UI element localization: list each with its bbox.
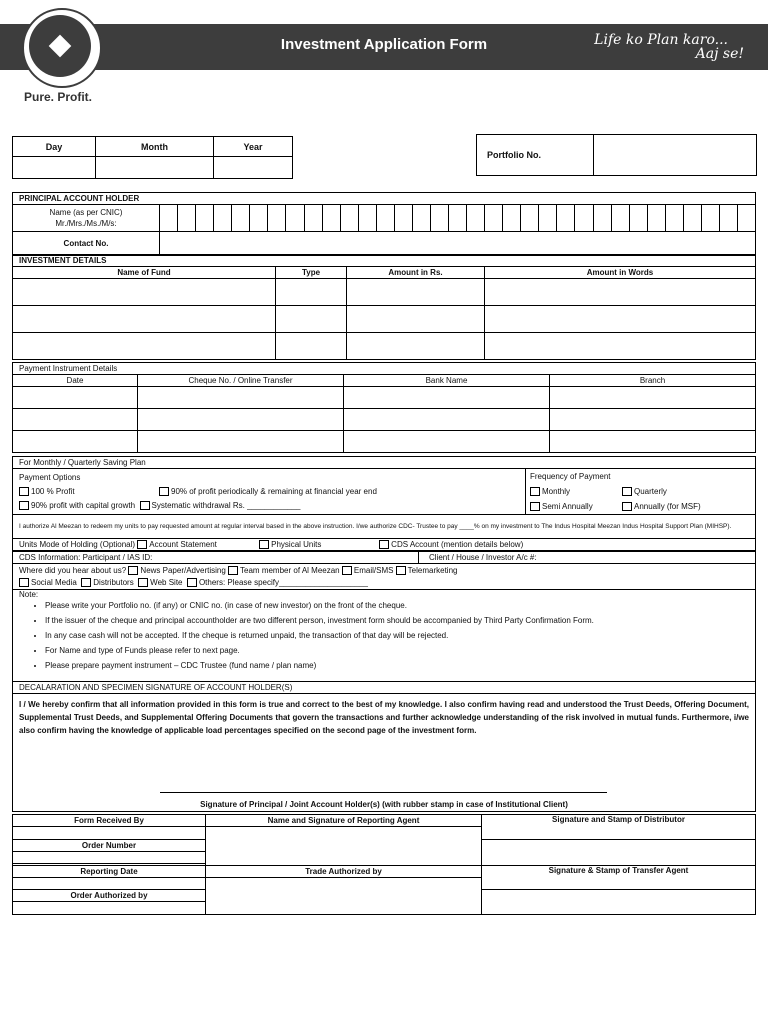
office-table <box>12 814 756 915</box>
telemarketing-checkbox[interactable] <box>396 566 406 575</box>
type-cell[interactable] <box>276 333 347 360</box>
trade-authorized-field[interactable] <box>206 878 482 915</box>
name-label: Name (as per CNIC) Mr./Mrs./Ms./M/s: <box>13 205 160 232</box>
note-item: • In any case cash will not be accepted. If the cheque is returned unpaid, the transaction of that day will be rejected. <box>45 631 753 640</box>
fund-cell[interactable] <box>13 279 276 306</box>
fund-cell[interactable] <box>13 333 276 360</box>
team-member-checkbox[interactable] <box>228 566 238 575</box>
name-char-box[interactable] <box>395 205 413 231</box>
opt-capital-growth-checkbox[interactable] <box>19 501 29 510</box>
distributors-checkbox[interactable] <box>81 578 91 587</box>
fund-cell[interactable] <box>13 306 276 333</box>
note-item: • If the issuer of the cheque and principal accountholder are two different person, investment form should be accompanied by Third Party Confirmation Form. <box>45 616 753 625</box>
day-label: Day <box>13 137 96 157</box>
payment-options: Payment Options 100 % Profit 90% of profit periodically & remaining at financial year end 90% profit with capital growth Systematic withdrawal Rs. ____________ <box>13 469 526 515</box>
order-number-label: Order Number <box>13 840 206 852</box>
year-label: Year <box>214 137 293 157</box>
bank-cell[interactable] <box>344 409 550 431</box>
transfer-agent-label: Signature & Stamp of Transfer Agent <box>482 866 756 890</box>
name-char-box[interactable] <box>575 205 593 231</box>
words-cell[interactable] <box>485 333 756 360</box>
amount-cell[interactable] <box>347 279 485 306</box>
branch-cell[interactable] <box>550 431 756 453</box>
units-mode-row: Units Mode of Holding (Optional) Account Statement Physical Units CDS Account (mention details below) <box>13 539 756 551</box>
name-char-box[interactable] <box>431 205 449 231</box>
name-char-box[interactable] <box>503 205 521 231</box>
freq-quarterly-checkbox[interactable] <box>622 487 632 496</box>
branch-cell[interactable] <box>550 409 756 431</box>
year-field[interactable] <box>214 157 293 179</box>
reporting-agent-label: Name and Signature of Reporting Agent <box>206 815 482 827</box>
opt-withdrawal-checkbox[interactable] <box>140 501 150 510</box>
name-char-box[interactable] <box>684 205 702 231</box>
others-checkbox[interactable] <box>187 578 197 587</box>
saving-plan-table <box>12 456 756 551</box>
physical-units-checkbox[interactable] <box>259 540 269 549</box>
date-table <box>12 136 293 179</box>
name-char-box[interactable] <box>178 205 196 231</box>
cds-client: Client / House / Investor A/c #: <box>419 552 756 564</box>
signature-label: Signature of Principal / Joint Account Holder(s) (with rubber stamp in case of Institutional Client) <box>200 800 568 809</box>
date-cell[interactable] <box>13 431 138 453</box>
name-char-box[interactable] <box>594 205 612 231</box>
cds-table <box>12 551 756 812</box>
name-char-box[interactable] <box>250 205 268 231</box>
freq-monthly-checkbox[interactable] <box>530 487 540 496</box>
note-item: • For Name and type of Funds please refer to next page. <box>45 646 753 655</box>
name-char-box[interactable] <box>449 205 467 231</box>
tagline-top: Life ko Plan karo... <box>594 32 728 48</box>
cheque-cell[interactable] <box>138 387 344 409</box>
day-field[interactable] <box>13 157 96 179</box>
type-cell[interactable] <box>276 279 347 306</box>
name-char-box[interactable] <box>738 205 755 231</box>
name-char-box[interactable] <box>467 205 485 231</box>
cheque-cell[interactable] <box>138 409 344 431</box>
payment-options-label: Payment Options <box>19 472 81 482</box>
signature-line[interactable] <box>160 792 607 793</box>
tagline-bottom: Aaj se! <box>695 46 744 62</box>
col-fund: Name of Fund <box>13 267 276 279</box>
portfolio-field[interactable] <box>594 135 757 176</box>
name-char-box[interactable] <box>557 205 575 231</box>
name-char-box[interactable] <box>323 205 341 231</box>
slogan: Pure. Profit. <box>24 90 93 104</box>
col-branch: Branch <box>550 375 756 387</box>
contact-label: Contact No. <box>13 232 160 256</box>
opt-100-profit-checkbox[interactable] <box>19 487 29 496</box>
name-char-box[interactable] <box>413 205 431 231</box>
investment-row <box>13 306 756 333</box>
words-cell[interactable] <box>485 306 756 333</box>
order-authorized-label: Order Authorized by <box>13 890 206 902</box>
col-bank: Bank Name <box>344 375 550 387</box>
portfolio-table <box>476 134 757 176</box>
hear-about-us: Where did you hear about us? News Paper/Advertising Team member of Al Meezan Email/SMS Telemarketing Social Media Distributors Web Site Others: Please specify____________________ <box>13 564 756 590</box>
social-media-checkbox[interactable] <box>19 578 29 587</box>
authorize-text: I authorize Al Meezan to redeem my units to pay requested amount at regular interval based in the above instruction. I/we authorize CDC- Trustee to pay ____% on my investment to The Indus Hospital Meezan Indus Hospital Support Plan (MIHSP). <box>13 515 756 539</box>
name-char-box[interactable] <box>702 205 720 231</box>
name-char-box[interactable] <box>268 205 286 231</box>
name-char-box[interactable] <box>630 205 648 231</box>
form-received-by-field[interactable] <box>13 827 206 840</box>
name-field[interactable] <box>160 205 756 232</box>
investment-table <box>12 254 756 360</box>
words-cell[interactable] <box>485 279 756 306</box>
name-char-box[interactable] <box>160 205 178 231</box>
col-amount-words: Amount in Words <box>485 267 756 279</box>
name-char-box[interactable] <box>359 205 377 231</box>
account-statement-checkbox[interactable] <box>137 540 147 549</box>
newspaper-checkbox[interactable] <box>128 566 138 575</box>
type-cell[interactable] <box>276 306 347 333</box>
order-number-field[interactable] <box>13 852 206 864</box>
contact-field[interactable] <box>160 232 756 256</box>
reporting-date-field[interactable] <box>13 878 206 890</box>
month-field[interactable] <box>96 157 214 179</box>
trade-authorized-label: Trade Authorized by <box>206 866 482 878</box>
freq-annually-checkbox[interactable] <box>622 502 632 511</box>
declaration-heading: DECALARATION AND SPECIMEN SIGNATURE OF ACCOUNT HOLDER(S) <box>13 682 756 694</box>
payment-row <box>13 431 756 453</box>
bank-cell[interactable] <box>344 431 550 453</box>
name-char-box[interactable] <box>539 205 557 231</box>
distributor-label: Signature and Stamp of Distributor <box>482 815 756 840</box>
col-date: Date <box>13 375 138 387</box>
name-char-box[interactable] <box>305 205 323 231</box>
name-char-box[interactable] <box>377 205 395 231</box>
col-type: Type <box>276 267 347 279</box>
frequency-of-payment: Frequency of Payment Monthly Quarterly Semi Annually Annually (for MSF) <box>526 469 756 515</box>
amount-cell[interactable] <box>347 333 485 360</box>
note-item: • Please write your Portfolio no. (if any) or CNIC no. (in case of new investor) on the front of the cheque. <box>45 601 753 610</box>
name-char-box[interactable] <box>648 205 666 231</box>
website-checkbox[interactable] <box>138 578 148 587</box>
date-cell[interactable] <box>13 387 138 409</box>
saving-plan-heading: For Monthly / Quarterly Saving Plan <box>13 457 756 469</box>
form-title: Investment Application Form <box>280 36 488 53</box>
month-label: Month <box>96 137 214 157</box>
col-amount-rs: Amount in Rs. <box>347 267 485 279</box>
name-char-box[interactable] <box>232 205 250 231</box>
investment-row <box>13 279 756 306</box>
col-cheque: Cheque No. / Online Transfer <box>138 375 344 387</box>
notes-section <box>13 590 756 682</box>
name-char-box[interactable] <box>214 205 232 231</box>
order-authorized-field[interactable] <box>13 902 206 915</box>
payment-heading: Payment Instrument Details <box>13 363 756 375</box>
transfer-agent-field[interactable] <box>482 890 756 915</box>
payment-row <box>13 387 756 409</box>
cds-account-checkbox[interactable] <box>379 540 389 549</box>
name-char-box[interactable] <box>521 205 539 231</box>
declaration-text: I / We hereby confirm that all information provided in this form is true and correct to the best of my knowledge. I also confirm having read and understood the Trust Deeds, Offering Document, Supplemental Trust Deeds, and Supplemental Offering Documents that govern the transactions and further acknowledge understanding of the risk involved in mutual funds. Furthermore, i/we also confirm having the knowledge of applicable load percentages specified on the second page of the investment form. <box>13 694 756 812</box>
email-sms-checkbox[interactable] <box>342 566 352 575</box>
bank-cell[interactable] <box>344 387 550 409</box>
almeezan-logo <box>22 8 102 88</box>
reporting-agent-field[interactable] <box>206 827 482 866</box>
portfolio-label: Portfolio No. <box>477 135 594 176</box>
name-char-box[interactable] <box>485 205 503 231</box>
name-char-box[interactable] <box>286 205 304 231</box>
distributor-field[interactable] <box>482 840 756 866</box>
amount-cell[interactable] <box>347 306 485 333</box>
freq-semi-annually-checkbox[interactable] <box>530 502 540 511</box>
notes-heading: Note: <box>19 590 39 599</box>
cheque-cell[interactable] <box>138 431 344 453</box>
note-item: • Please prepare payment instrument – CDC Trustee (fund name / plan name) <box>45 661 753 670</box>
name-char-box[interactable] <box>196 205 214 231</box>
date-cell[interactable] <box>13 409 138 431</box>
name-char-box[interactable] <box>666 205 684 231</box>
form-received-by-label: Form Received By <box>13 815 206 827</box>
investment-heading: INVESTMENT DETAILS <box>13 255 756 267</box>
reporting-date-label: Reporting Date <box>13 866 206 878</box>
name-char-box[interactable] <box>720 205 738 231</box>
opt-90-profit-checkbox[interactable] <box>159 487 169 496</box>
cds-participant: CDS Information: Participant / IAS ID: <box>13 552 419 564</box>
principal-table <box>12 192 756 256</box>
investment-row <box>13 333 756 360</box>
payment-table <box>12 362 756 453</box>
principal-heading: PRINCIPAL ACCOUNT HOLDER <box>13 193 756 205</box>
branch-cell[interactable] <box>550 387 756 409</box>
payment-row <box>13 409 756 431</box>
name-char-box[interactable] <box>341 205 359 231</box>
name-char-box[interactable] <box>612 205 630 231</box>
